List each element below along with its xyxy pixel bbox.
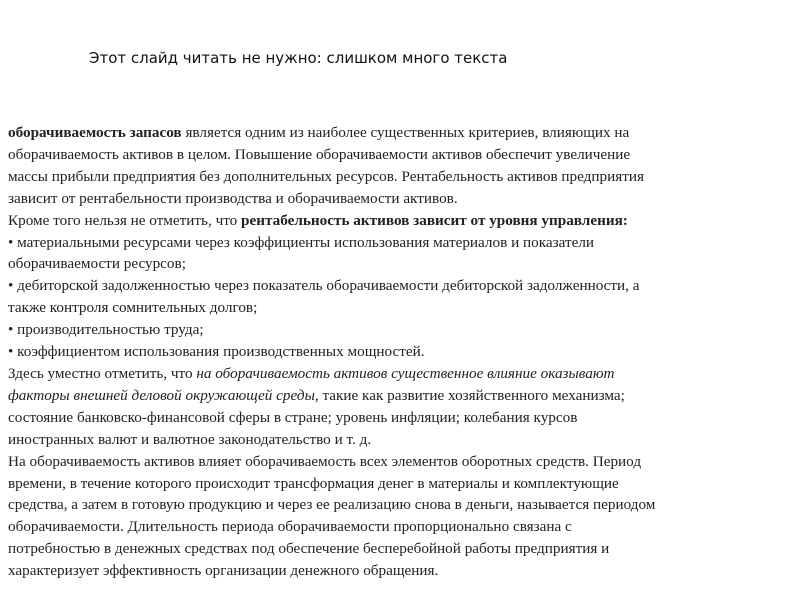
bold-phrase: рентабельность активов зависит от уровня управления: — [241, 211, 628, 229]
bullet-item: • материальными ресурсами через коэффициенты использования материалов и показатели — [8, 233, 595, 251]
italic-phrase: факторы внешней деловой окружающей среды, — [8, 386, 319, 404]
text-line: факторы внешней деловой окружающей среды, такие как развитие хозяйственного механизма; — [8, 386, 625, 404]
bullet-item: • дебиторской задолженностью через показатель оборачиваемости дебиторской задолженности, а — [8, 277, 640, 295]
text-line: Кроме того нельзя не отметить, что рентабельность активов зависит от уровня управления: — [8, 211, 628, 229]
bold-term: оборачиваемость запасов — [8, 124, 182, 141]
text-line: оборачиваемость активов в целом. Повышение оборачиваемости активов обеспечит увеличение — [8, 145, 631, 163]
text-line: времени, в течение которого происходит трансформация денег в материалы и комплектующие — [8, 474, 619, 492]
text-line: характеризует эффективность организации денежного обращения. — [8, 562, 439, 580]
text-line: средства, а затем в готовую продукцию и через ее реализацию снова в деньги, называется периодом — [8, 496, 656, 514]
body-text — [8, 122, 792, 582]
italic-phrase: на оборачиваемость активов существенное влияние оказывают — [196, 364, 615, 382]
text-line: На оборачиваемость активов влияет оборачиваемость всех элементов оборотных средств. Период — [8, 452, 642, 470]
bullet-item: • коэффициентом использования производственных мощностей. — [8, 343, 425, 361]
text-line: оборачиваемости ресурсов; — [8, 255, 186, 273]
text-line: также контроля сомнительных долгов; — [8, 299, 258, 317]
bullet-item: • производительностью труда; — [8, 321, 204, 339]
text-line: иностранных валют и валютное законодательство и т. д. — [8, 430, 372, 448]
text-line: потребностью в денежных средствах под обеспечение бесперебойной работы предприятия и — [8, 540, 610, 558]
text-line: оборачиваемость запасов является одним из наиболее существенных критериев, влияющих на — [8, 124, 630, 141]
text-line: оборачиваемости. Длительность периода оборачиваемости пропорционально связана с — [8, 518, 572, 536]
text-line: состояние банковско-финансовой сферы в стране; уровень инфляции; колебания курсов — [8, 408, 578, 426]
slide-title: Этот слайд читать не нужно: слишком много текста — [89, 49, 508, 67]
text-line: массы прибыли предприятия без дополнительных ресурсов. Рентабельность активов предприятия — [8, 167, 644, 185]
text-line: Здесь уместно отметить, что на оборачиваемость активов существенное влияние оказывают — [8, 364, 615, 382]
text-line: зависит от рентабельности производства и оборачиваемости активов. — [8, 189, 458, 207]
